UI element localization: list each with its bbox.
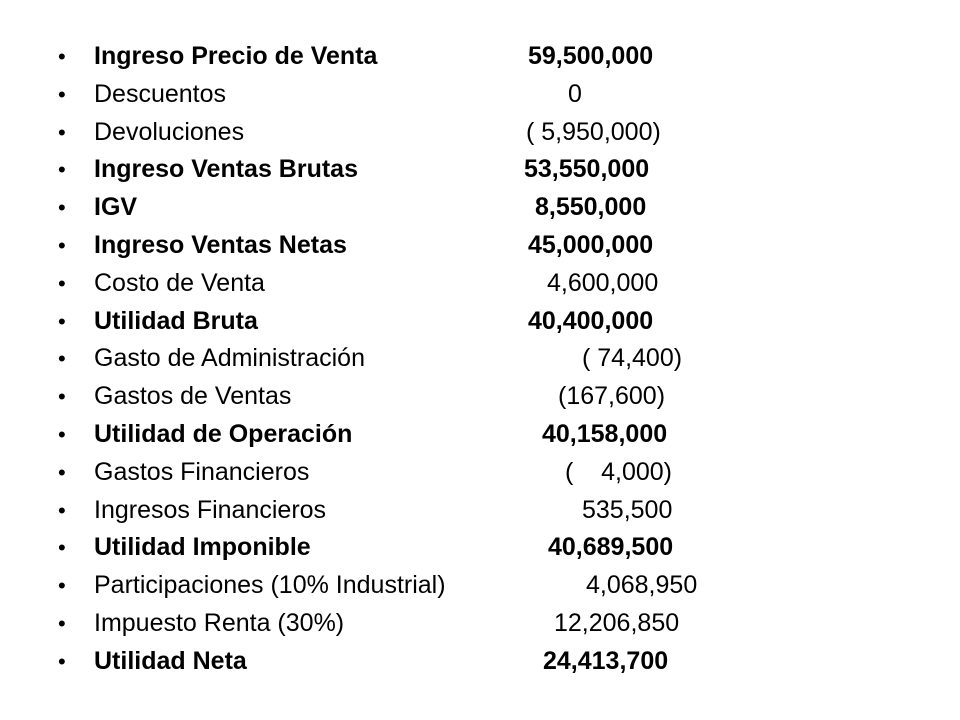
row-amount: 4,068,950 [586,571,698,600]
row-label: Ingreso Precio de Venta [94,42,378,70]
row-label: Costo de Venta [94,268,265,297]
income-statement-list [58,38,938,681]
row-label: Ingresos Financieros [94,495,327,524]
row-amount: ( 5,950,000) [526,117,661,146]
bullet-icon: • [58,535,66,561]
statement-row [58,303,938,341]
row-amount: 40,400,000 [528,306,654,335]
bullet-icon: • [58,573,66,599]
bullet-icon: • [58,346,66,372]
bullet-icon: • [58,232,66,258]
statement-row [58,643,938,681]
bullet-icon: • [58,308,66,334]
row-amount: 40,689,500 [548,533,674,562]
row-amount: 53,550,000 [524,155,650,184]
row-amount: ( 4,000) [565,457,672,486]
row-label: Devoluciones [94,117,245,146]
statement-row [58,529,938,567]
statement-row [58,38,938,76]
statement-row [58,265,938,303]
row-amount: 4,600,000 [547,268,659,297]
bullet-icon: • [58,648,66,674]
statement-row [58,567,938,605]
row-label: Descuentos [94,79,227,108]
row-label: Ingreso Ventas Netas [94,230,347,259]
bullet-icon: • [58,270,66,296]
row-amount: 12,206,850 [554,608,680,637]
statement-row [58,605,938,643]
row-amount: 40,158,000 [542,419,668,448]
bullet-icon: • [58,384,66,410]
statement-row [58,76,938,114]
statement-row [58,114,938,152]
statement-row [58,492,938,530]
row-amount: 59,500,000 [528,42,654,70]
statement-row [58,416,938,454]
row-label: IGV [94,193,138,222]
row-label: Ingreso Ventas Brutas [94,155,358,184]
row-label: Gastos Financieros [94,457,310,486]
bullet-icon: • [58,81,66,107]
statement-row [58,227,938,265]
row-amount: 535,500 [582,495,673,524]
row-label: Utilidad Imponible [94,533,311,562]
row-label: Gasto de Administración [94,344,365,373]
bullet-icon: • [58,157,66,183]
row-label: Impuesto Renta (30%) [94,608,345,637]
row-label: Utilidad de Operación [94,419,353,448]
row-amount: 45,000,000 [528,230,654,259]
statement-row [58,378,938,416]
bullet-icon: • [58,44,66,69]
row-amount: ( 74,400) [582,344,683,373]
row-amount: (167,600) [558,382,666,411]
row-label: Utilidad Neta [94,646,247,675]
statement-row [58,151,938,189]
bullet-icon: • [58,195,66,221]
row-amount: 24,413,700 [543,646,669,675]
bullet-icon: • [58,459,66,485]
statement-row [58,454,938,492]
row-amount: 8,550,000 [535,193,647,222]
bullet-icon: • [58,610,66,636]
statement-row [58,340,938,378]
row-amount: 0 [568,79,582,108]
bullet-icon: • [58,497,66,523]
row-label: Gastos de Ventas [94,382,292,411]
statement-row [58,189,938,227]
bullet-icon: • [58,421,66,447]
bullet-icon: • [58,119,66,145]
row-label: Utilidad Bruta [94,306,258,335]
row-label: Participaciones (10% Industrial) [94,571,446,600]
